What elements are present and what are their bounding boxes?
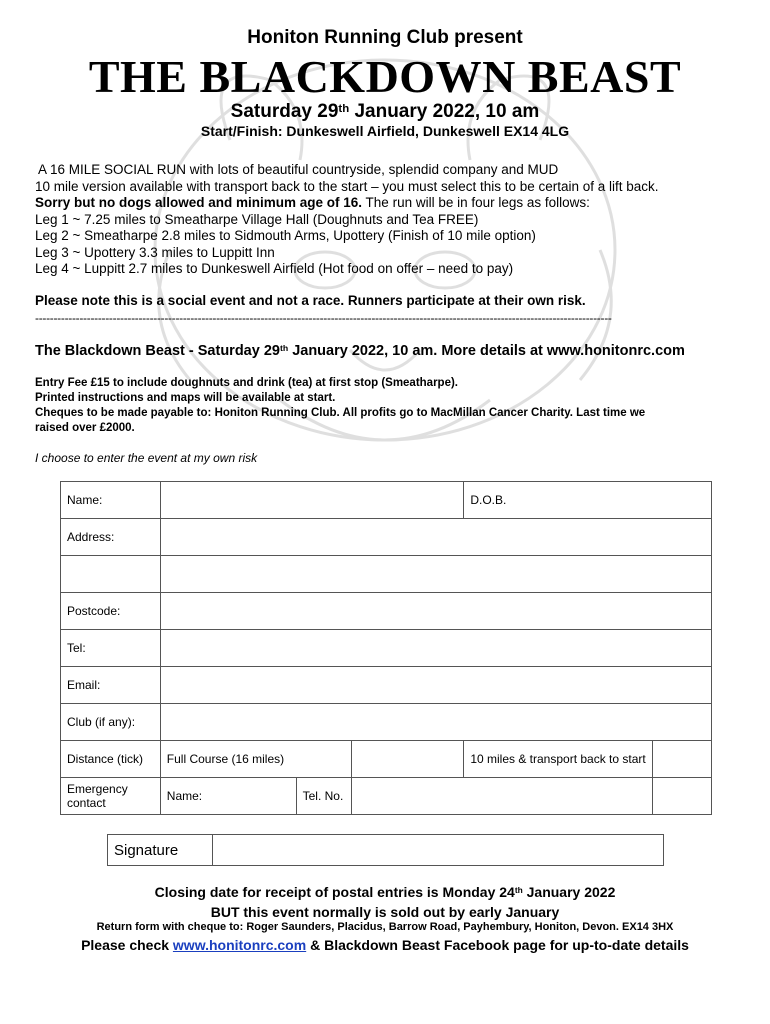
club-label: Club (if any):	[61, 704, 161, 741]
return-address: Return form with cheque to: Roger Saunders, Placidus, Barrow Road, Payhembury, Honiton, Devon. EX14 3HX	[96, 921, 674, 933]
entry-form-table	[60, 481, 712, 815]
tel-field[interactable]	[160, 630, 711, 667]
event-title: THE BLACKDOWN BEAST	[88, 51, 682, 102]
fee-line: Cheques to be made payable to: Honiton Running Club. All profits go to MacMillan Cancer Charity. Last time we	[35, 407, 646, 419]
tel-label: Tel:	[61, 630, 161, 667]
club-field[interactable]	[160, 704, 711, 741]
fee-line: Printed instructions and maps will be available at start.	[35, 392, 336, 404]
signature-label: Signature	[108, 835, 213, 866]
address-field-line1[interactable]	[160, 519, 711, 556]
emergency-name-label[interactable]: Name:	[160, 778, 296, 815]
ten-miles-label: 10 miles & transport back to start	[464, 741, 652, 778]
leg-line: Leg 1 ~ 7.25 miles to Smeatharpe Village Hall (Doughnuts and Tea FREE)	[35, 211, 479, 227]
intro-text	[35, 162, 745, 278]
name-label: Name:	[61, 482, 161, 519]
fee-line: raised over £2000.	[35, 422, 135, 434]
website-link[interactable]: www.honitonrc.com	[172, 937, 307, 953]
leg-line: Leg 2 ~ Smeatharpe 2.8 miles to Sidmouth Arms, Upottery (Finish of 10 mile option)	[35, 228, 536, 243]
entry-details-heading: The Blackdown Beast - Saturday 29th January 2022, 10 am. More details at www.honitonrc.com	[35, 343, 685, 359]
postcode-field[interactable]	[160, 593, 711, 630]
intro-line: A 16 MILE SOCIAL RUN with lots of beautiful countryside, splendid company and MUD	[35, 162, 559, 177]
intro-line: 10 mile version available with transport back to the start – you must select this to be certain of a lift back.	[35, 178, 659, 194]
full-course-label: Full Course (16 miles)	[160, 741, 351, 778]
leg-line: Leg 4 ~ Luppitt 2.7 miles to Dunkeswell Airfield (Hot food on offer – need to pay)	[35, 261, 514, 276]
entry-fee-text	[35, 376, 725, 436]
signature-table	[107, 834, 664, 866]
address-label: Address:	[61, 519, 161, 556]
email-field[interactable]	[160, 667, 711, 704]
dob-label: D.O.B.	[464, 482, 652, 519]
emergency-tel-label[interactable]: Tel. No.	[296, 778, 351, 815]
postcode-label: Postcode:	[61, 593, 161, 630]
dob-field[interactable]	[652, 482, 711, 519]
closing-date: Closing date for receipt of postal entries is Monday 24th January 2022	[154, 884, 616, 900]
intro-line: Sorry but no dogs allowed and minimum age of 16. The run will be in four legs as follows:	[35, 195, 590, 210]
emergency-extra-field[interactable]	[652, 778, 711, 815]
distance-label: Distance (tick)	[61, 741, 161, 778]
fee-line: Entry Fee £15 to include doughnuts and drink (tea) at first stop (Smeatharpe).	[35, 377, 459, 389]
sold-out-note: BUT this event normally is sold out by early January	[210, 904, 560, 920]
emergency-contact-label: Emergency contact	[61, 778, 161, 815]
event-venue: Start/Finish: Dunkeswell Airfield, Dunkeswell EX14 4LG	[200, 123, 570, 139]
address-blank-label	[61, 556, 161, 593]
full-course-tick-box[interactable]	[352, 741, 464, 778]
name-field[interactable]	[160, 482, 464, 519]
risk-statement: I choose to enter the event at my own risk	[35, 451, 258, 465]
event-date: Saturday 29th January 2022, 10 am	[230, 101, 540, 122]
signature-field[interactable]	[213, 835, 664, 866]
address-field-line2[interactable]	[160, 556, 711, 593]
presenter-line: Honiton Running Club present	[247, 27, 523, 48]
email-label: Email:	[61, 667, 161, 704]
cut-line-divider: ------------------------------------------------------------------------------------------------------------------------------------------------------------	[35, 311, 612, 325]
leg-line: Leg 3 ~ Upottery 3.3 miles to Luppitt Inn	[35, 244, 275, 260]
social-note: Please note this is a social event and not a race. Runners participate at their own risk.	[35, 293, 586, 308]
ten-miles-tick-box[interactable]	[652, 741, 711, 778]
check-website-line: Please check www.honitonrc.com & Blackdown Beast Facebook page for up-to-date details	[81, 937, 689, 953]
emergency-tel-field[interactable]	[352, 778, 653, 815]
